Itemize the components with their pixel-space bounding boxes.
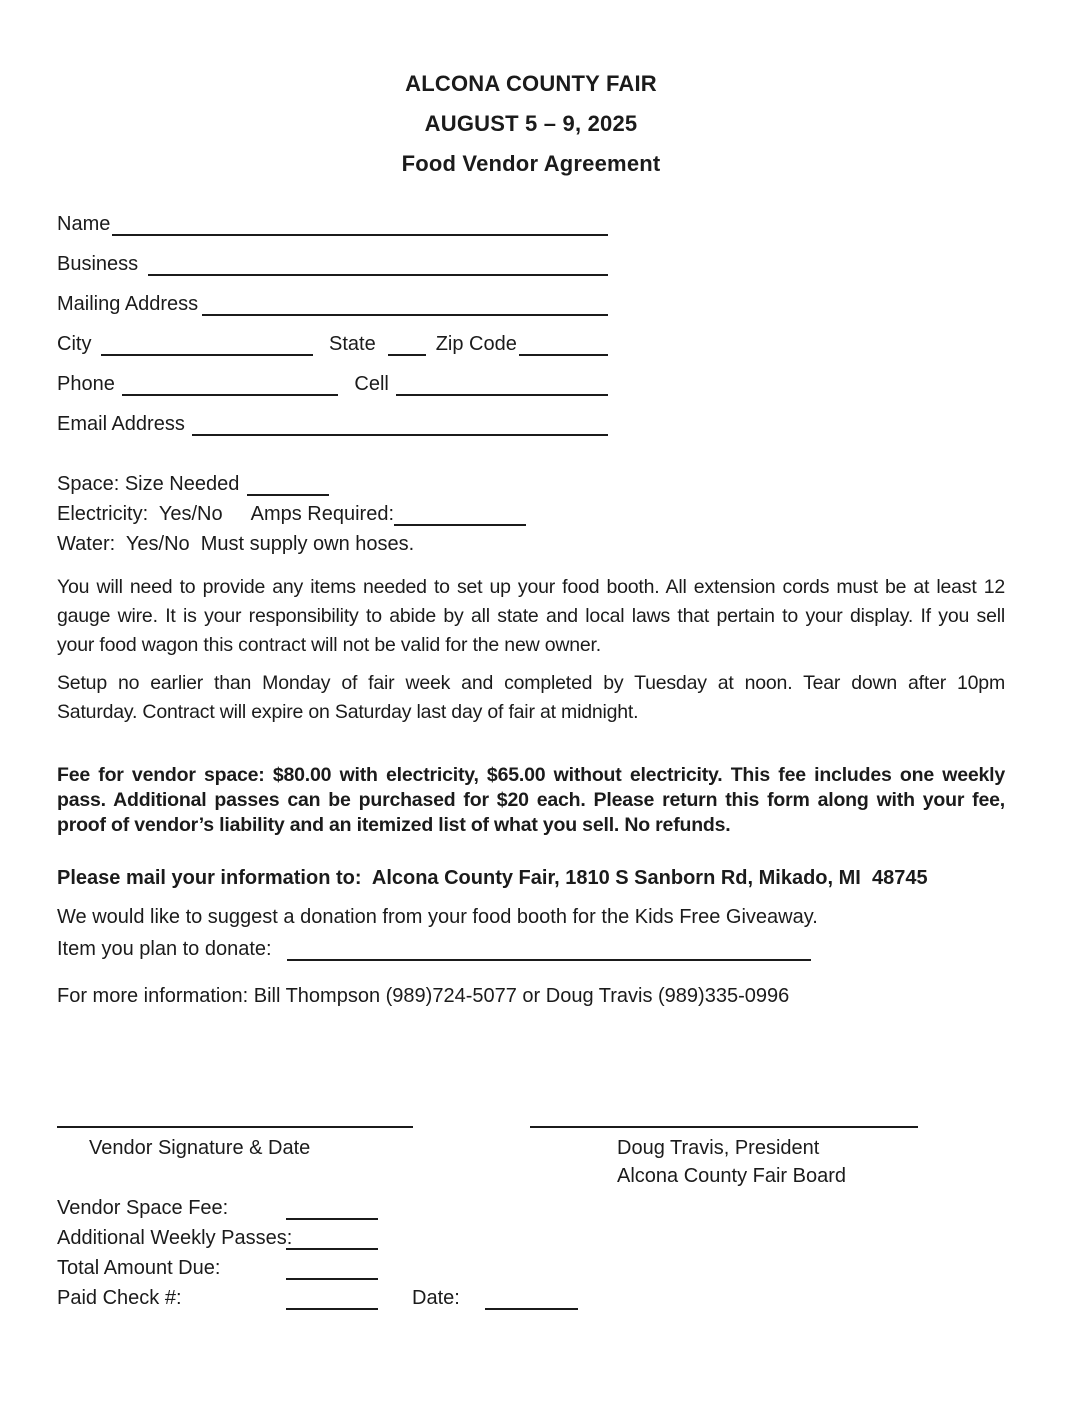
paragraph-line: Saturday. Contract will expire on Saturday last day of fair at midnight. bbox=[57, 701, 639, 723]
mail-instruction: Please mail your information to: Alcona County Fair, 1810 S Sanborn Rd, Mikado, MI 48745 bbox=[57, 867, 928, 889]
contact-fields bbox=[57, 196, 608, 436]
donation-item-label: Item you plan to donate: bbox=[57, 938, 278, 960]
field-row-phone-cell bbox=[57, 356, 608, 396]
name-field-line[interactable] bbox=[112, 212, 608, 236]
donation-section bbox=[57, 903, 1005, 961]
page-subtitle: Food Vendor Agreement bbox=[401, 151, 661, 176]
document-header bbox=[57, 0, 1005, 184]
phone-field-line[interactable] bbox=[122, 372, 338, 396]
field-row-mailing-address bbox=[57, 276, 608, 316]
page-title: ALCONA COUNTY FAIR bbox=[405, 71, 657, 96]
additional-passes-label: Additional Weekly Passes: bbox=[57, 1227, 298, 1249]
contact-info: For more information: Bill Thompson (989)724-5077 or Doug Travis (989)335-0996 bbox=[57, 985, 790, 1007]
donation-item-row bbox=[57, 932, 1005, 961]
vendor-space-fee-label: Vendor Space Fee: bbox=[57, 1197, 229, 1219]
water-row bbox=[57, 526, 1005, 556]
vendor-signature-label: Vendor Signature & Date bbox=[89, 1137, 311, 1159]
fee-summary bbox=[57, 1190, 1005, 1310]
paid-check-field-line[interactable] bbox=[286, 1286, 378, 1310]
signature-section bbox=[57, 1126, 1005, 1190]
paragraph-line: Setup no earlier than Monday of fair week and completed by Tuesday at noon. Tear down after 10pm bbox=[57, 672, 1005, 694]
president-org: Alcona County Fair Board bbox=[617, 1165, 847, 1187]
state-field-line[interactable] bbox=[388, 332, 426, 356]
state-label: State bbox=[329, 333, 376, 355]
cell-label: Cell bbox=[354, 373, 395, 395]
donation-item-field-line[interactable] bbox=[287, 937, 811, 961]
city-field-line[interactable] bbox=[101, 332, 313, 356]
zip-code-field-line[interactable] bbox=[519, 332, 608, 356]
fee-row-passes bbox=[57, 1220, 1005, 1250]
mailing-address-field-line[interactable] bbox=[202, 292, 608, 316]
city-label: City bbox=[57, 333, 97, 355]
field-row-business bbox=[57, 236, 608, 276]
business-field-line[interactable] bbox=[148, 252, 608, 276]
paragraph-line: pass. Additional passes can be purchased for $20 each. Please return this form along with your fee, bbox=[57, 789, 1005, 811]
total-amount-due-label: Total Amount Due: bbox=[57, 1257, 221, 1279]
paragraph-booth-items bbox=[57, 573, 1005, 660]
email-field-line[interactable] bbox=[192, 412, 608, 436]
amps-field-line[interactable] bbox=[394, 502, 526, 526]
space-size-field-line[interactable] bbox=[247, 472, 329, 496]
name-label: Name bbox=[57, 213, 111, 235]
water-label: Water: Yes/No Must supply own hoses. bbox=[57, 533, 415, 555]
mailing-address-label: Mailing Address bbox=[57, 293, 199, 315]
cell-field-line[interactable] bbox=[396, 372, 608, 396]
fee-row-space-fee bbox=[57, 1190, 1005, 1220]
date-field-line[interactable] bbox=[485, 1286, 578, 1310]
president-name: Doug Travis, President bbox=[617, 1137, 820, 1159]
field-row-city-state-zip bbox=[57, 316, 608, 356]
field-row-email bbox=[57, 396, 608, 436]
total-amount-due-field-line[interactable] bbox=[286, 1256, 378, 1280]
space-size-row bbox=[57, 466, 1005, 496]
email-label: Email Address bbox=[57, 413, 191, 435]
space-requirements bbox=[57, 466, 1005, 556]
paragraph-setup-timing bbox=[57, 669, 1005, 727]
paragraph-line: You will need to provide any items needed to set up your food booth. All extension cords must be at least 12 bbox=[57, 576, 1005, 598]
president-signature-line[interactable] bbox=[530, 1126, 918, 1190]
additional-passes-field-line[interactable] bbox=[286, 1226, 378, 1250]
date-label: Date: bbox=[412, 1287, 466, 1309]
donation-suggestion: We would like to suggest a donation from your food booth for the Kids Free Giveaway. bbox=[57, 906, 818, 928]
electricity-row bbox=[57, 496, 1005, 526]
fee-row-paid-check bbox=[57, 1280, 1005, 1310]
paid-check-label: Paid Check #: bbox=[57, 1287, 182, 1309]
fee-row-total bbox=[57, 1250, 1005, 1280]
vendor-signature-line[interactable] bbox=[57, 1126, 413, 1190]
paragraph-fee-terms bbox=[57, 763, 1005, 838]
vendor-space-fee-field-line[interactable] bbox=[286, 1196, 378, 1220]
zip-code-label: Zip Code bbox=[435, 333, 517, 355]
amps-required-label: Amps Required: bbox=[250, 503, 395, 525]
electricity-label: Electricity: Yes/No bbox=[57, 503, 223, 525]
business-label: Business bbox=[57, 253, 144, 275]
paragraph-line: proof of vendor’s liability and an itemized list of what you sell. No refunds. bbox=[57, 814, 731, 836]
phone-label: Phone bbox=[57, 373, 121, 395]
paragraph-line: your food wagon this contract will not be valid for the new owner. bbox=[57, 634, 601, 656]
paragraph-line: Fee for vendor space: $80.00 with electricity, $65.00 without electricity. This fee includes one weekly bbox=[57, 764, 1005, 786]
event-dates: AUGUST 5 – 9, 2025 bbox=[424, 111, 638, 136]
space-size-label: Space: Size Needed bbox=[57, 473, 245, 495]
field-row-name bbox=[57, 196, 608, 236]
paragraph-line: gauge wire. It is your responsibility to abide by all state and local laws that pertain to your display. If you sell bbox=[57, 605, 1005, 627]
